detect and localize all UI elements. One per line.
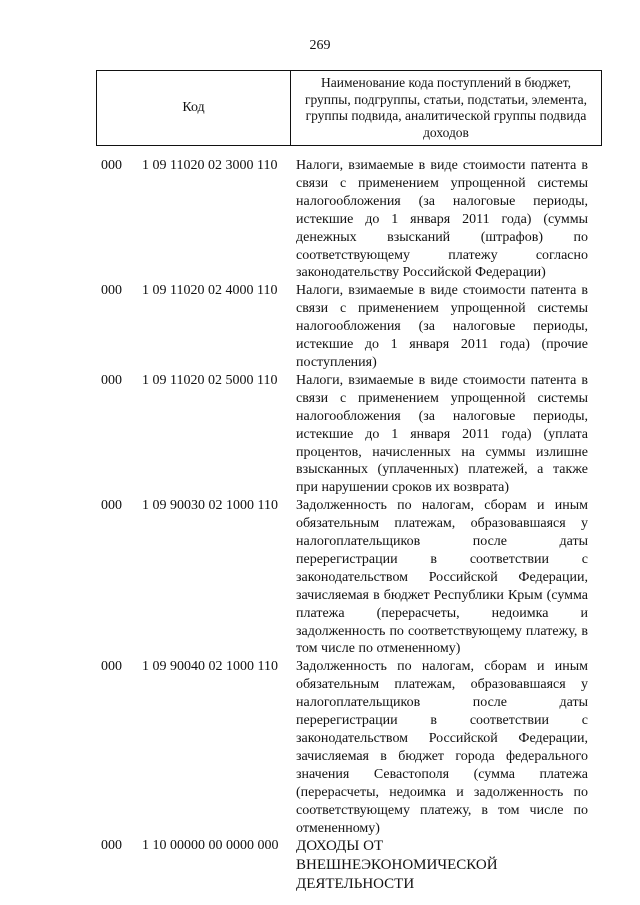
- table-header: [96, 70, 602, 146]
- table-row: [0, 372, 640, 497]
- admin-code: 000: [101, 659, 122, 675]
- income-description: Налоги, взимаемые в виде стоимости патента в связи с применением упрощенной системы налогообложения (за налоговые периоды, истекшие до 1 января 2011 года) (суммы денежных взысканий (штрафов) по соответствующему платежу согласно законодательству Российской Федерации): [296, 158, 588, 281]
- income-code: 1 09 11020 02 3000 110: [142, 158, 278, 173]
- income-description: Налоги, взимаемые в виде стоимости патента в связи с применением упрощенной системы налогообложения (за налоговые периоды, истекшие до 1 января 2011 года) (прочие поступления): [296, 283, 588, 370]
- income-description: Налоги, взимаемые в виде стоимости патента в связи с применением упрощенной системы налогообложения (за налоговые периоды, истекшие до 1 января 2011 года) (уплата процентов, начисленных на суммы излишне взысканных (уплаченных) платежей, а также при нарушении сроков их возврата): [296, 372, 588, 496]
- income-code: 1 09 11020 02 5000 110: [142, 372, 278, 388]
- admin-code: 000: [101, 838, 122, 854]
- income-code: 1 10 00000 00 0000 000: [142, 838, 279, 854]
- header-name-column: Наименование кода поступлений в бюджет, группы, подгруппы, статьи, подстатьи, элемента, группы подвида, аналитической группы подвида доходов: [304, 75, 588, 140]
- income-code: 1 09 90030 02 1000 110: [142, 498, 278, 514]
- table-row: [0, 497, 640, 658]
- income-description: ДОХОДЫ ОТ ВНЕШНЕЭКОНОМИЧЕСКОЙ ДЕЯТЕЛЬНОСТИ: [296, 838, 498, 893]
- income-code: 1 09 11020 02 4000 110: [142, 283, 278, 299]
- table-row: [0, 282, 640, 372]
- table-row: [0, 837, 640, 894]
- admin-code: 000: [101, 283, 122, 299]
- income-description: Задолженность по налогам, сборам и иным обязательным платежам, образовавшаяся у налогоплательщиков после даты перерегистрации в соответствии с законодательством Российской Федерации, зачисляемая в бюджет Республики Крым (сумма платежа (перерасчеты, недоимка и задолженность по соответствующему платежу, в том числе по отмененному): [296, 498, 588, 657]
- income-code: 1 09 90040 02 1000 110: [142, 659, 278, 675]
- income-codes-list: [0, 157, 640, 894]
- income-description: Задолженность по налогам, сборам и иным обязательным платежам, образовавшаяся у налогоплательщиков после даты перерегистрации в соответствии с законодательством Российской Федерации, зачисляемая в бюджет города федерального значения Севастополя (сумма платежа (перерасчеты, недоимка и задолженность по соответствующему платежу, в том числе по отмененному): [296, 659, 588, 836]
- admin-code: 000: [101, 498, 122, 514]
- page-number: 269: [309, 38, 331, 53]
- admin-code: 000: [101, 158, 122, 173]
- table-row: [0, 157, 640, 282]
- header-code-column: Код: [97, 71, 291, 145]
- table-row: [0, 658, 640, 837]
- admin-code: 000: [101, 372, 122, 388]
